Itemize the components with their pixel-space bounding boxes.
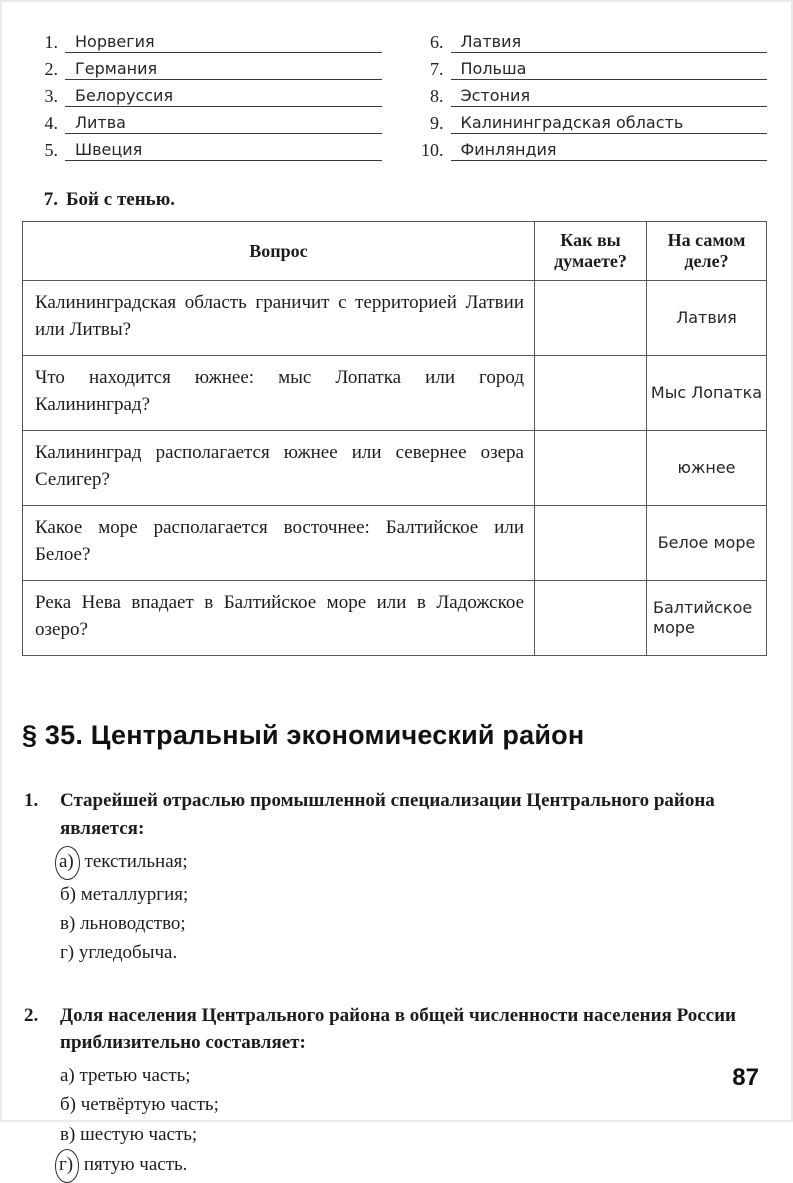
table-row xyxy=(23,581,767,656)
option xyxy=(60,1090,767,1119)
answer-line xyxy=(65,25,382,53)
option-text: металлургия; xyxy=(80,883,189,905)
fill-item xyxy=(408,80,768,107)
option-letter: г) xyxy=(60,942,75,964)
handwritten-answer: Литва xyxy=(75,113,126,132)
handwritten-answer: Латвия xyxy=(460,32,522,51)
handwritten-answer: Калининградская область xyxy=(460,113,684,132)
header-think: Как вы думаете? xyxy=(535,222,647,281)
option-letter: а) xyxy=(60,1064,75,1086)
option-text: третью часть; xyxy=(79,1064,191,1086)
item-number: 6. xyxy=(430,32,444,52)
fill-in-column-right xyxy=(408,26,768,161)
option-text: льноводство; xyxy=(80,912,186,934)
table-row xyxy=(23,356,767,431)
exercise-title: Бой с тенью. xyxy=(66,189,175,210)
actual-answer-cell: Мыс Лопатка xyxy=(647,356,767,431)
question-cell: Калининград располагается южнее или севернее озера Селигер? xyxy=(23,431,535,506)
question-block xyxy=(22,787,767,968)
table-row xyxy=(23,281,767,356)
answer-line xyxy=(65,133,382,161)
actual-answer-cell: Балтийское море xyxy=(647,581,767,656)
fill-item xyxy=(22,134,382,161)
answer-line xyxy=(451,25,768,53)
actual-answer-cell: Белое море xyxy=(647,506,767,581)
item-number: 9. xyxy=(430,113,444,133)
option xyxy=(60,1149,767,1182)
fill-in-list xyxy=(22,26,767,161)
item-number: 1. xyxy=(44,32,58,52)
options-list xyxy=(60,846,767,968)
handwritten-answer: Финляндия xyxy=(460,140,557,159)
fill-item xyxy=(22,107,382,134)
think-cell xyxy=(535,506,647,581)
option-text: пятую часть. xyxy=(83,1154,188,1176)
answer-line xyxy=(65,79,382,107)
option xyxy=(60,938,767,967)
exercise-number: 7. xyxy=(43,189,58,210)
fill-item xyxy=(408,107,768,134)
handwritten-answer: Германия xyxy=(75,59,158,78)
item-number: 8. xyxy=(430,86,444,106)
actual-answer-cell: Латвия xyxy=(647,281,767,356)
think-cell xyxy=(535,431,647,506)
answer-line xyxy=(451,79,768,107)
page-number: 87 xyxy=(732,1064,759,1091)
option-text: шестую часть; xyxy=(80,1123,198,1145)
item-number: 10. xyxy=(421,140,444,160)
fill-item xyxy=(408,134,768,161)
handwritten-answer: Швеция xyxy=(75,140,143,159)
think-cell xyxy=(535,356,647,431)
option xyxy=(60,880,767,909)
fill-in-column-left xyxy=(22,26,382,161)
answer-line xyxy=(451,133,768,161)
question-cell: Калининградская область граничит с территорией Латвии или Литвы? xyxy=(23,281,535,356)
question-stem xyxy=(22,1002,767,1057)
option-text: четвёртую часть; xyxy=(80,1094,219,1116)
questions-table xyxy=(22,221,767,656)
question-number: 2. xyxy=(24,1004,39,1026)
handwritten-answer: Норвегия xyxy=(75,32,155,51)
option-letter: в) xyxy=(60,912,76,934)
handwritten-answer: Польша xyxy=(460,59,527,78)
answer-line xyxy=(451,106,768,134)
item-number: 3. xyxy=(44,86,58,106)
item-number: 4. xyxy=(44,113,58,133)
option xyxy=(60,909,767,938)
option xyxy=(60,1061,767,1090)
header-actual: На самом деле? xyxy=(647,222,767,281)
table-header-row xyxy=(23,222,767,281)
question-number: 1. xyxy=(24,790,39,811)
think-cell xyxy=(535,581,647,656)
fill-item xyxy=(22,53,382,80)
fill-item xyxy=(408,53,768,80)
option xyxy=(60,846,767,879)
option-letter: б) xyxy=(60,1094,76,1116)
think-cell xyxy=(535,281,647,356)
exercise-heading xyxy=(22,189,767,211)
answer-line xyxy=(65,52,382,80)
option xyxy=(60,1120,767,1149)
question-block xyxy=(22,1002,767,1183)
question-text: Доля населения Центрального района в общей численности населения России приблизительно составляет: xyxy=(60,1004,736,1054)
answer-line xyxy=(451,52,768,80)
question-cell: Что находится южнее: мыс Лопатка или город Калининград? xyxy=(23,356,535,431)
option-letter: г) xyxy=(55,1149,79,1182)
question-text: Старейшей отраслью промышленной специализации Центрального района является: xyxy=(60,790,715,839)
answer-line xyxy=(65,106,382,134)
option-letter: в) xyxy=(60,1123,76,1145)
question-cell: Какое море располагается восточнее: Балтийское или Белое? xyxy=(23,506,535,581)
section-title: § 35. Центральный экономический район xyxy=(22,720,585,750)
table-row xyxy=(23,506,767,581)
fill-item xyxy=(408,26,768,53)
header-question: Вопрос xyxy=(23,222,535,281)
item-number: 5. xyxy=(44,140,58,160)
option-text: текстильная; xyxy=(84,851,188,873)
question-stem xyxy=(22,787,767,842)
actual-answer-cell: южнее xyxy=(647,431,767,506)
item-number: 2. xyxy=(44,59,58,79)
question-cell: Река Нева впадает в Балтийское море или в Ладожское озеро? xyxy=(23,581,535,656)
handwritten-answer: Белоруссия xyxy=(75,86,174,105)
handwritten-answer: Эстония xyxy=(460,86,531,105)
option-letter: а) xyxy=(55,846,80,879)
option-letter: б) xyxy=(60,883,76,905)
table-row xyxy=(23,431,767,506)
option-text: угледобыча. xyxy=(78,942,178,964)
fill-item xyxy=(22,80,382,107)
fill-item xyxy=(22,26,382,53)
item-number: 7. xyxy=(430,59,444,79)
